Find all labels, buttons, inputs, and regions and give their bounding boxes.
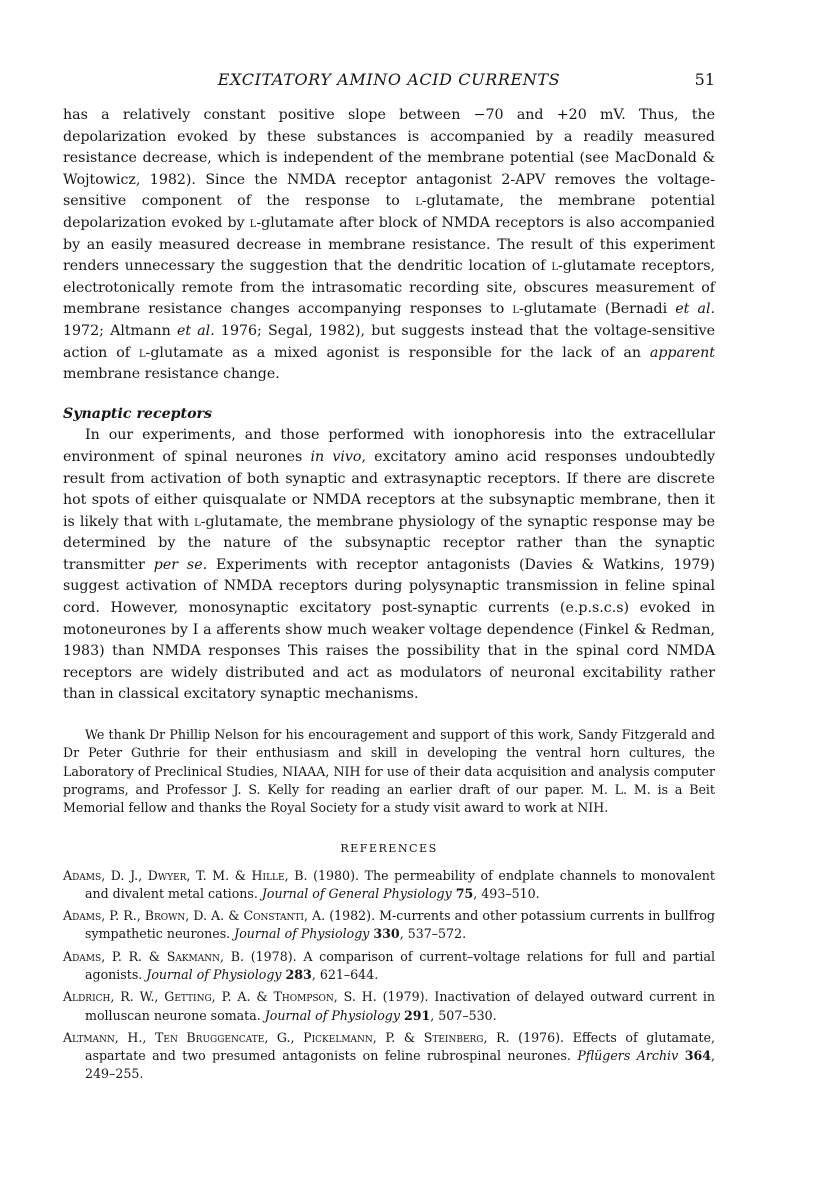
reference-volume: 364 bbox=[684, 1048, 711, 1064]
l-prefix: l bbox=[194, 513, 201, 530]
reference-text: (1980). The permeability of endplate channels to monovalent and divalent metal cations. bbox=[85, 867, 715, 901]
reference-item bbox=[63, 907, 715, 944]
text-run: 1976; Segal, 1982), but suggests instead that the voltage-sensitive action of bbox=[63, 322, 715, 361]
reference-volume: 291 bbox=[403, 1007, 431, 1023]
reference-pages: , 507–530. bbox=[430, 1007, 497, 1023]
reference-text: (1982). M-currents and other potassium currents in bullfrog sympathetic neurones. bbox=[85, 908, 715, 942]
reference-journal: Journal of Physiology bbox=[234, 926, 370, 942]
references-heading: REFERENCES bbox=[340, 841, 438, 855]
l-prefix: l bbox=[551, 258, 559, 275]
reference-authors: Adams, P. R., Brown, D. A. & Constanti, A. bbox=[63, 908, 326, 924]
text-run: -glutamate receptors, electrotonically remote from the intrasomatic recording site, obscures measurement of membrane resistance changes accompanying responses to bbox=[63, 258, 716, 318]
reference-list bbox=[63, 867, 715, 1084]
et-al: et al. bbox=[675, 301, 715, 318]
text-run: -glutamate as a mixed agonist is responsible for the lack of an bbox=[145, 344, 650, 361]
running-head bbox=[63, 70, 715, 98]
l-prefix: l bbox=[415, 193, 422, 210]
reference-authors: Aldrich, R. W., Getting, P. A. & Thompson, S. H. bbox=[63, 989, 377, 1005]
section-heading-synaptic-receptors: Synaptic receptors bbox=[63, 405, 213, 422]
l-prefix: l bbox=[138, 344, 146, 361]
text-run: -glutamate after block of NMDA receptors is also accompanied by an easily measured decrease in membrane resistance. The result of this experiment renders unnecessary the suggestion that the dendritic location of bbox=[63, 214, 715, 275]
et-al: et al. bbox=[176, 322, 215, 339]
text-run: membrane resistance change. bbox=[63, 366, 280, 383]
reference-pages: , 493–510. bbox=[473, 885, 540, 901]
reference-authors: Adams, D. J., Dwyer, T. M. & Hille, B. bbox=[63, 867, 308, 883]
reference-item bbox=[63, 988, 715, 1025]
reference-pages: , 621–644. bbox=[311, 967, 379, 982]
running-title: EXCITATORY AMINO ACID CURRENTS bbox=[217, 70, 561, 89]
acknowledgements: We thank Dr Phillip Nelson for his encouragement and support of this work, Sandy Fitzgerald and Dr Peter Guthrie for their enthusiasm and skill in developing the ventral horn cultures, the Laboratory of Preclinical Studies, NIAAA, NIH for use of their data acquisition and analysis computer programs, and Professor J. S. Kelly for reading an earlier draft of our paper. M. L. M. is a Beit Memorial fellow and thanks the Royal Society for a study visit award to work at NIH. bbox=[63, 727, 715, 816]
reference-pages: , 537–572. bbox=[399, 926, 467, 942]
page-number: 51 bbox=[694, 70, 715, 89]
reference-authors: Adams, P. R. & Sakmann, B. bbox=[63, 948, 245, 964]
reference-journal: Pflügers Archiv bbox=[577, 1048, 679, 1064]
reference-authors: Altmann, H., Ten Bruggencate, G., Pickelmann, P. & Steinberg, R. bbox=[63, 1029, 510, 1045]
reference-volume: 330 bbox=[373, 926, 400, 942]
reference-journal: Journal of General Physiology bbox=[261, 885, 452, 901]
reference-item bbox=[63, 1029, 715, 1084]
reference-item bbox=[63, 948, 715, 985]
text-run: 1972; Altmann bbox=[63, 322, 177, 339]
reference-text: (1979). Inactivation of delayed outward current in molluscan neurone somata. bbox=[85, 989, 716, 1023]
journal-page bbox=[63, 70, 715, 1088]
text-run: has a relatively constant positive slope between −70 and +20 mV. Thus, the depolarization evoked by these substances is accompanied by a readily measured resistance decrease, which is independent of the membrane potential (see MacDonald & Wojtowicz, 1982). Since the NMDA receptor antagonist 2-APV removes the voltage-sensitive component of the response to bbox=[63, 107, 715, 210]
emphasis-apparent: apparent bbox=[649, 344, 715, 361]
text-run: . Experiments with receptor antagonists (Davies & Watkins, 1979) suggest activation of NMDA receptors during polysynaptic transmission in feline spinal cord. However, monosynaptic excitatory post-synaptic currents (e.p.s.c.s) evoked in motoneurones by I a afferents show much weaker voltage dependence (Finkel & Redman, 1983) than NMDA responses This raises the possibility that in the spinal cord NMDA receptors are widely distributed and act as modulators of neuronal excitability rather than in classical excitatory synaptic mechanisms. bbox=[63, 556, 715, 703]
reference-volume: 283 bbox=[285, 967, 312, 982]
emphasis-per-se: per se bbox=[153, 556, 203, 573]
l-prefix: l bbox=[249, 214, 257, 231]
paragraph-membrane-resistance bbox=[63, 105, 715, 386]
reference-volume: 75 bbox=[455, 885, 474, 901]
reference-pages: , 249–255. bbox=[85, 1048, 715, 1082]
reference-item bbox=[63, 867, 715, 904]
text-run: , excitatory amino acid responses undoubtedly result from activation of both synaptic and extrasynaptic receptors. If there are discrete hot spots of either quisqualate or NMDA receptors at the subsynaptic membrane, then it is likely that with bbox=[63, 448, 715, 530]
text-run: -glutamate, the membrane physiology of the synaptic response may be determined by the nature of the subsynaptic receptor rather than the synaptic transmitter bbox=[63, 513, 716, 573]
text-run: -glutamate, the membrane potential depolarization evoked by bbox=[63, 193, 715, 231]
reference-text: (1976). Effects of glutamate, aspartate and two presumed antagonists on feline rubrospinal neurones. bbox=[85, 1029, 715, 1064]
text-run: -glutamate (Bernadi bbox=[519, 301, 676, 318]
text-run: In our experiments, and those performed with ionophoresis into the extracellular environment of spinal neurones bbox=[63, 427, 715, 465]
reference-text: (1978). A comparison of current–voltage relations for full and partial agonists. bbox=[85, 948, 715, 982]
emphasis-in-vivo: in vivo bbox=[310, 448, 362, 465]
reference-journal: Journal of Physiology bbox=[264, 1007, 400, 1023]
l-prefix: l bbox=[512, 301, 519, 318]
reference-journal: Journal of Physiology bbox=[146, 967, 282, 982]
paragraph-synaptic-receptors bbox=[63, 425, 715, 706]
